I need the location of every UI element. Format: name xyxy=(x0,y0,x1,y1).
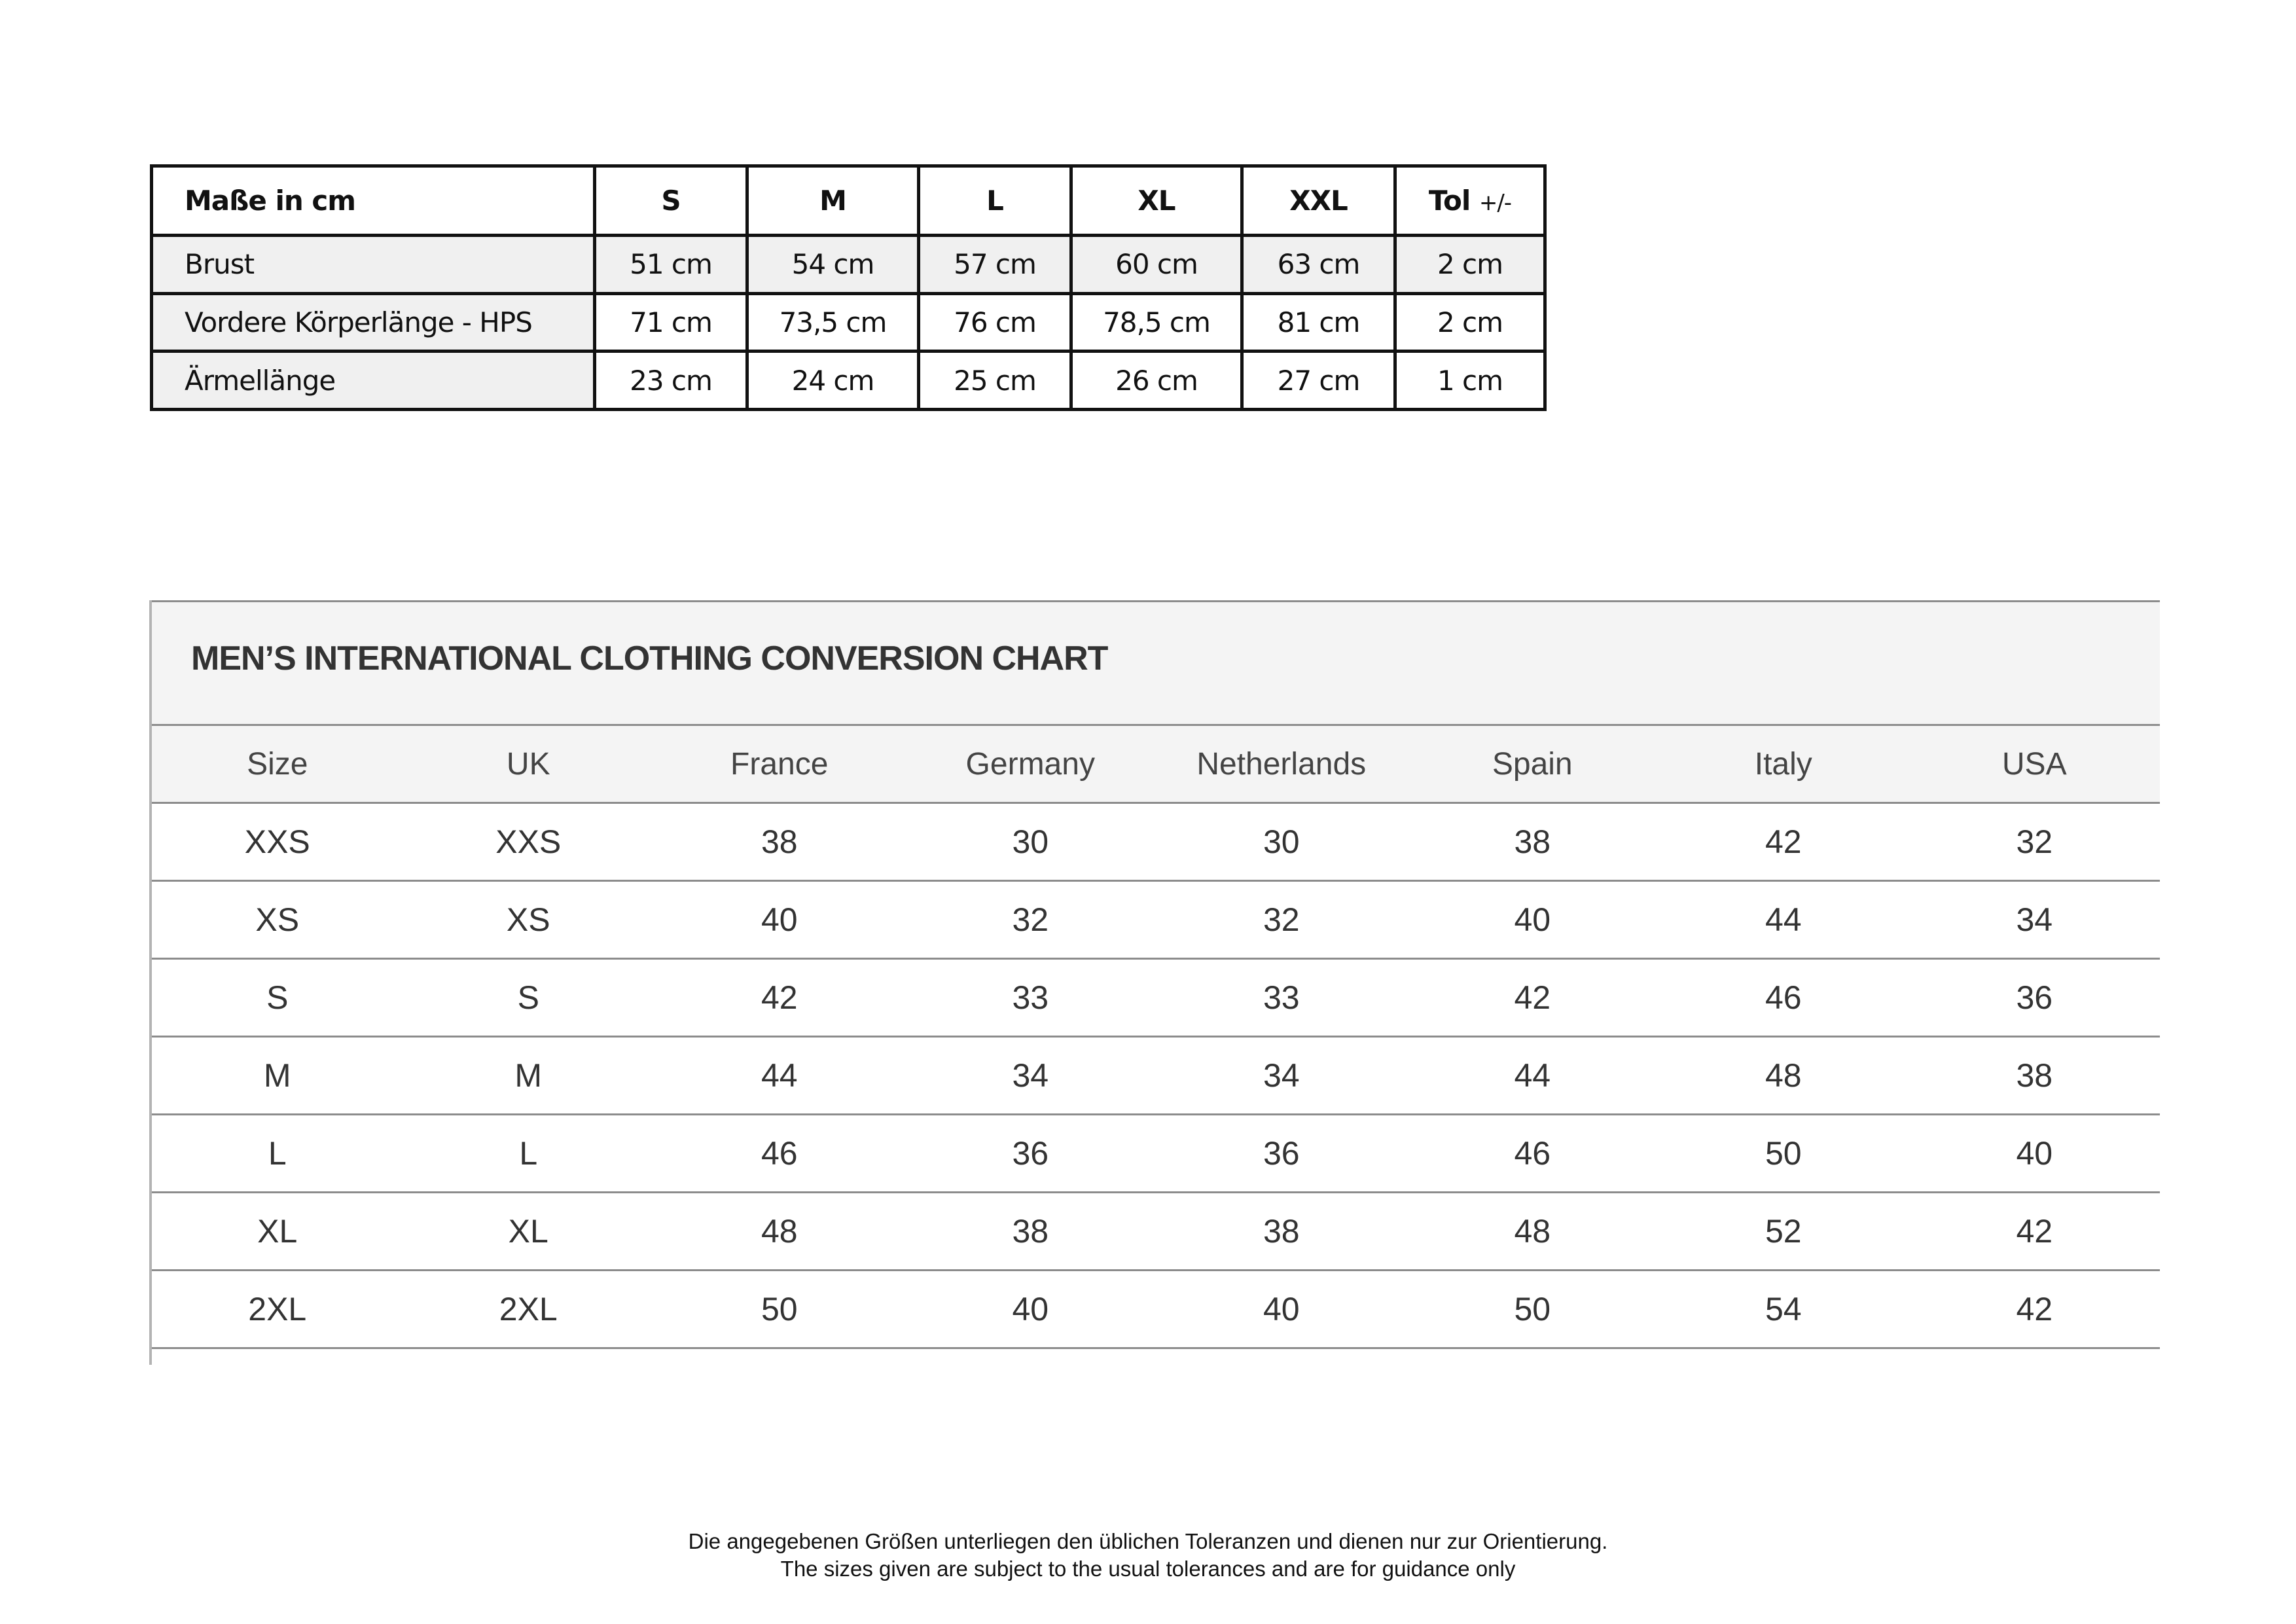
footer-note-german: Die angegebenen Größen unterliegen den üblichen Toleranzen und dienen nur zur Orientierung. xyxy=(688,1529,1608,1553)
table-row xyxy=(152,1193,2160,1271)
table-cell: XXS xyxy=(152,803,403,881)
table-cell: 40 xyxy=(905,1271,1157,1348)
table-cell: 44 xyxy=(1407,1037,1659,1115)
table-cell: 38 xyxy=(1156,1193,1407,1271)
table-cell: XL xyxy=(403,1193,655,1271)
table-cell: S xyxy=(403,959,655,1037)
measurement-value: 63 cm xyxy=(1242,236,1395,294)
chart-title-bar xyxy=(152,600,2160,726)
table-cell: 2XL xyxy=(403,1271,655,1348)
table-row xyxy=(152,1037,2160,1115)
measurement-value: 54 cm xyxy=(747,236,919,294)
measurement-value: 81 cm xyxy=(1242,293,1395,352)
table-cell: 46 xyxy=(1658,959,1909,1037)
measurements-header-row xyxy=(152,166,1545,236)
table-cell: 34 xyxy=(905,1037,1157,1115)
table-cell: 42 xyxy=(654,959,905,1037)
tolerance-header xyxy=(1395,166,1545,236)
measurement-value: 26 cm xyxy=(1071,352,1242,410)
measurements-table xyxy=(150,164,1547,411)
measurement-value: 27 cm xyxy=(1242,352,1395,410)
measurements-header-label: Maße in cm xyxy=(152,166,595,236)
table-cell: 36 xyxy=(1909,959,2161,1037)
measurement-label: Ärmellänge xyxy=(152,352,595,410)
table-cell: 44 xyxy=(654,1037,905,1115)
chart-title: MEN’S INTERNATIONAL CLOTHING CONVERSION CHART xyxy=(191,640,1108,677)
measurement-value: 24 cm xyxy=(747,352,919,410)
table-cell: 34 xyxy=(1909,881,2161,959)
tolerance-header-label: Tol xyxy=(1428,185,1471,217)
tolerance-header-unit: +/- xyxy=(1479,190,1512,216)
table-cell: 40 xyxy=(1909,1115,2161,1193)
measurement-row-chest xyxy=(152,236,1545,294)
measurement-value: 23 cm xyxy=(595,352,747,410)
footer-note-english: The sizes given are subject to the usual tolerances and are for guidance only xyxy=(780,1557,1516,1581)
table-cell: XS xyxy=(403,881,655,959)
table-cell: M xyxy=(403,1037,655,1115)
table-cell: 38 xyxy=(1407,803,1659,881)
table-cell: 32 xyxy=(1909,803,2161,881)
measurement-row-sleeve-length xyxy=(152,352,1545,410)
column-header-size: Size xyxy=(152,726,403,803)
table-cell: XXS xyxy=(403,803,655,881)
size-header-l: L xyxy=(919,166,1071,236)
table-row xyxy=(152,1271,2160,1348)
table-cell: 30 xyxy=(1156,803,1407,881)
table-cell: XL xyxy=(152,1193,403,1271)
table-cell: 54 xyxy=(1658,1271,1909,1348)
table-cell: 32 xyxy=(905,881,1157,959)
table-cell: 33 xyxy=(905,959,1157,1037)
table-cell: 46 xyxy=(1407,1115,1659,1193)
table-cell: XS xyxy=(152,881,403,959)
table-row xyxy=(152,881,2160,959)
table-cell: S xyxy=(152,959,403,1037)
table-cell: 48 xyxy=(1407,1193,1659,1271)
table-cell: 48 xyxy=(654,1193,905,1271)
table-cell: 48 xyxy=(1658,1037,1909,1115)
column-header-france: France xyxy=(654,726,905,803)
table-cell: 42 xyxy=(1909,1193,2161,1271)
table-cell: L xyxy=(403,1115,655,1193)
table-cell: 33 xyxy=(1156,959,1407,1037)
conversion-table xyxy=(152,726,2160,1349)
column-header-germany: Germany xyxy=(905,726,1157,803)
table-cell: L xyxy=(152,1115,403,1193)
table-cell: 42 xyxy=(1658,803,1909,881)
table-cell: 40 xyxy=(654,881,905,959)
measurement-value: 51 cm xyxy=(595,236,747,294)
measurement-value: 60 cm xyxy=(1071,236,1242,294)
table-row xyxy=(152,1115,2160,1193)
table-cell: 44 xyxy=(1658,881,1909,959)
table-cell: 38 xyxy=(1909,1037,2161,1115)
size-header-xxl: XXL xyxy=(1242,166,1395,236)
conversion-header-row xyxy=(152,726,2160,803)
table-cell: 42 xyxy=(1909,1271,2161,1348)
table-cell: 46 xyxy=(654,1115,905,1193)
column-header-italy: Italy xyxy=(1658,726,1909,803)
measurement-tolerance: 1 cm xyxy=(1395,352,1545,410)
table-cell: 34 xyxy=(1156,1037,1407,1115)
table-row xyxy=(152,803,2160,881)
table-cell: 52 xyxy=(1658,1193,1909,1271)
size-header-xl: XL xyxy=(1071,166,1242,236)
table-cell: 42 xyxy=(1407,959,1659,1037)
column-header-netherlands: Netherlands xyxy=(1156,726,1407,803)
measurement-value: 76 cm xyxy=(919,293,1071,352)
size-header-s: S xyxy=(595,166,747,236)
table-row xyxy=(152,959,2160,1037)
column-header-spain: Spain xyxy=(1407,726,1659,803)
table-cell: 50 xyxy=(1407,1271,1659,1348)
table-cell: 38 xyxy=(905,1193,1157,1271)
table-cell: 40 xyxy=(1156,1271,1407,1348)
size-header-m: M xyxy=(747,166,919,236)
measurement-label: Vordere Körperlänge - HPS xyxy=(152,293,595,352)
measurement-value: 25 cm xyxy=(919,352,1071,410)
measurement-value: 73,5 cm xyxy=(747,293,919,352)
measurement-value: 71 cm xyxy=(595,293,747,352)
table-cell: 32 xyxy=(1156,881,1407,959)
measurement-row-front-length xyxy=(152,293,1545,352)
measurement-value: 78,5 cm xyxy=(1071,293,1242,352)
conversion-chart xyxy=(149,600,2160,1365)
table-cell: 50 xyxy=(1658,1115,1909,1193)
table-cell: 36 xyxy=(905,1115,1157,1193)
measurement-tolerance: 2 cm xyxy=(1395,293,1545,352)
footer-note xyxy=(0,1528,2296,1583)
column-header-usa: USA xyxy=(1909,726,2161,803)
table-cell: 50 xyxy=(654,1271,905,1348)
measurement-label: Brust xyxy=(152,236,595,294)
table-cell: 36 xyxy=(1156,1115,1407,1193)
measurement-tolerance: 2 cm xyxy=(1395,236,1545,294)
table-cell: 38 xyxy=(654,803,905,881)
column-header-uk: UK xyxy=(403,726,655,803)
table-cell: 30 xyxy=(905,803,1157,881)
table-cell: 2XL xyxy=(152,1271,403,1348)
table-cell: M xyxy=(152,1037,403,1115)
table-cell: 40 xyxy=(1407,881,1659,959)
measurement-value: 57 cm xyxy=(919,236,1071,294)
